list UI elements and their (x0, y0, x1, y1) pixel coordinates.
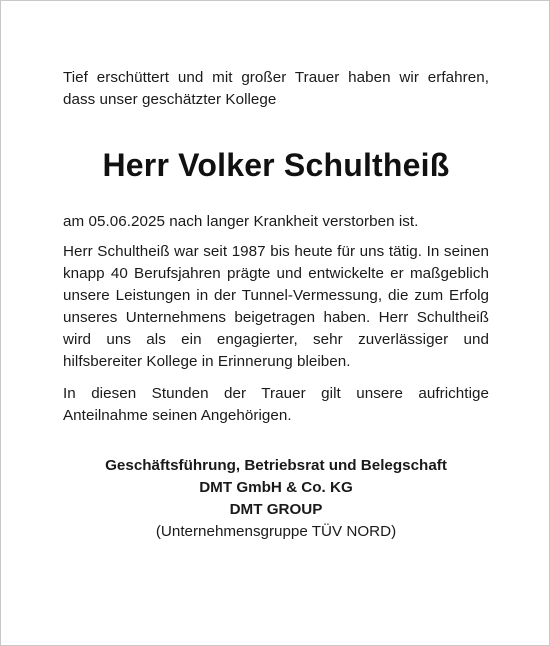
signature-block (63, 455, 489, 543)
tribute-text: Herr Schultheiß war seit 1987 bis heute für uns tätig. In seinen knapp 40 Berufsjahren prägte und entwickelte er maßgeblich unsere Leistungen in der Tunnel-Vermessung, die zum Erfolg unseres Unternehmens beigetragen haben. Herr Schultheiß wird uns als ein engagierter, sehr zuverlässiger und hilfsbereiter Kollege in Erinnerung bleiben. (63, 243, 489, 370)
signature-company: DMT GmbH & Co. KG (199, 479, 353, 496)
intro-text: Tief erschüttert und mit großer Trauer haben wir erfahren, dass unser geschätzter Kollege (63, 69, 489, 108)
signature-parent-group: (Unternehmensgruppe TÜV NORD) (155, 523, 397, 540)
signature-staff: Geschäftsführung, Betriebsrat und Belegschaft (105, 457, 447, 474)
deceased-name: Herr Volker Schultheiß (102, 147, 450, 183)
death-date-text: am 05.06.2025 nach langer Krankheit verstorben ist. (63, 213, 419, 230)
notice-content (63, 67, 489, 543)
condolence-text: In diesen Stunden der Trauer gilt unsere aufrichtige Anteilnahme seinen Angehörigen. (63, 385, 489, 424)
signature-group: DMT GROUP (229, 501, 323, 518)
